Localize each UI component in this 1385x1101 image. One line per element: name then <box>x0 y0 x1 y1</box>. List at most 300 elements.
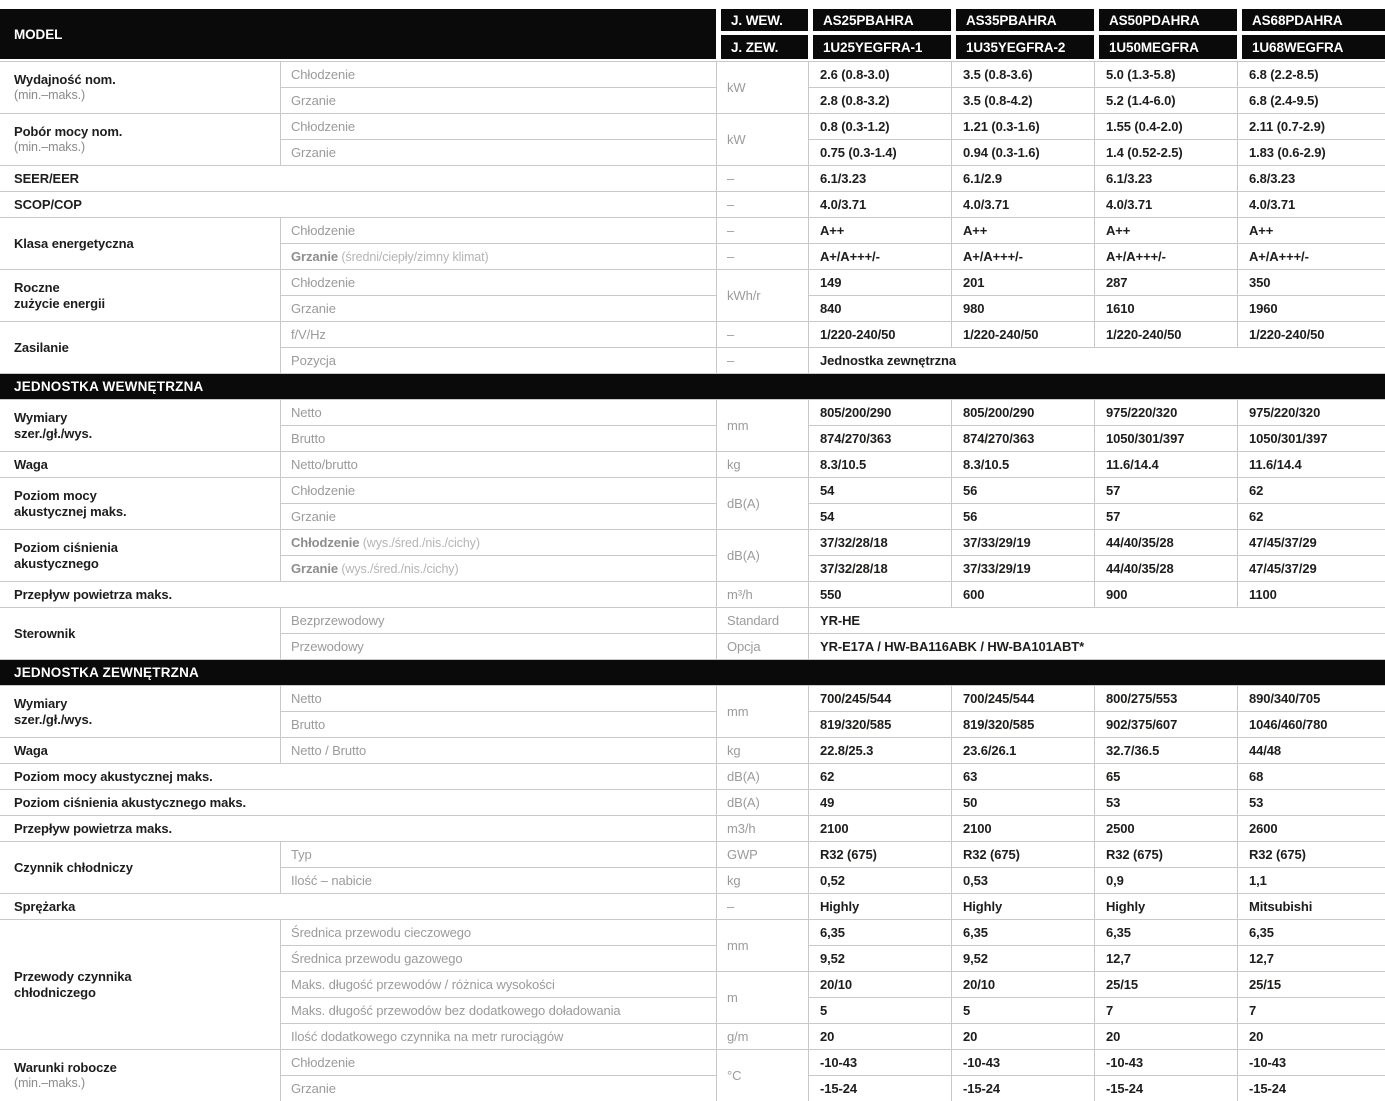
spec-value-cell: 350 <box>1237 269 1385 295</box>
spec-row <box>0 165 1385 191</box>
spec-value-cell: 3.5 (0.8-3.6) <box>951 61 1094 87</box>
spec-row-label-line: szer./gł./wys. <box>14 425 93 441</box>
spec-value-span-cell: YR-HE <box>808 607 1385 633</box>
spec-value-cell: 0.8 (0.3-1.2) <box>808 113 951 139</box>
spec-value-cell: 9,52 <box>951 945 1094 971</box>
spec-value-cell: A++ <box>1237 217 1385 243</box>
spec-value-cell: 20 <box>1094 1023 1237 1049</box>
spec-value-cell: 37/33/29/19 <box>951 529 1094 555</box>
spec-row-label <box>0 399 280 451</box>
spec-unit-cell: Standard <box>716 607 808 633</box>
spec-row <box>0 61 1385 87</box>
spec-value-span-cell: Jednostka zewnętrzna <box>808 347 1385 373</box>
outdoor-model-name: 1U25YEGFRA-1 <box>808 33 951 61</box>
spec-value-cell: 2600 <box>1237 815 1385 841</box>
spec-unit-cell: °C <box>716 1049 808 1101</box>
spec-unit-cell: kg <box>716 867 808 893</box>
spec-value-cell: 8.3/10.5 <box>951 451 1094 477</box>
section-band-row <box>0 659 1385 685</box>
spec-param-text: Średnica przewodu cieczowego <box>291 925 472 940</box>
spec-value-cell: 12,7 <box>1094 945 1237 971</box>
spec-unit-cell: dB(A) <box>716 529 808 581</box>
spec-value-cell: R32 (675) <box>1094 841 1237 867</box>
spec-value-cell: 56 <box>951 503 1094 529</box>
spec-value-cell: 20/10 <box>951 971 1094 997</box>
spec-param-label <box>280 61 716 87</box>
spec-value-cell: 47/45/37/29 <box>1237 555 1385 581</box>
spec-param-label <box>280 633 716 659</box>
spec-value-cell: 0,9 <box>1094 867 1237 893</box>
spec-value-cell: 22.8/25.3 <box>808 737 951 763</box>
spec-value-cell: 700/245/544 <box>808 685 951 711</box>
spec-value-cell: 1/220-240/50 <box>951 321 1094 347</box>
spec-value-cell: 20/10 <box>808 971 951 997</box>
spec-param-text: Typ <box>291 847 312 862</box>
spec-row-label-line: Poziom mocy akustycznej maks. <box>14 768 213 784</box>
spec-param-label <box>280 139 716 165</box>
spec-value-cell: 11.6/14.4 <box>1094 451 1237 477</box>
spec-value-cell: Highly <box>1094 893 1237 919</box>
spec-param-text: Chłodzenie <box>291 119 356 134</box>
spec-param-label <box>280 945 716 971</box>
spec-param-note: (wys./śred./nis./cichy) <box>359 536 480 550</box>
spec-value-cell: 975/220/320 <box>1094 399 1237 425</box>
spec-value-cell: 0.75 (0.3-1.4) <box>808 139 951 165</box>
spec-param-text: Chłodzenie <box>291 1055 356 1070</box>
spec-unit-cell: m3/h <box>716 815 808 841</box>
spec-value-cell: 47/45/37/29 <box>1237 529 1385 555</box>
spec-value-cell: 2.8 (0.8-3.2) <box>808 87 951 113</box>
spec-value-cell: 37/32/28/18 <box>808 529 951 555</box>
spec-param-text: Grzanie <box>291 1081 336 1096</box>
spec-row <box>0 841 1385 867</box>
spec-value-cell: 6,35 <box>951 919 1094 945</box>
spec-value-cell: 201 <box>951 269 1094 295</box>
spec-row-label <box>0 165 716 191</box>
spec-unit-cell: kg <box>716 737 808 763</box>
spec-unit-cell: Opcja <box>716 633 808 659</box>
spec-param-label <box>280 399 716 425</box>
spec-row-label-line: Poziom ciśnienia <box>14 540 118 556</box>
spec-value-cell: R32 (675) <box>808 841 951 867</box>
spec-value-cell: 6.8/3.23 <box>1237 165 1385 191</box>
spec-value-cell: 6,35 <box>808 919 951 945</box>
spec-value-cell: 700/245/544 <box>951 685 1094 711</box>
spec-row-label-line: Poziom mocy <box>14 488 97 504</box>
model-header-label: MODEL <box>0 9 716 61</box>
spec-row-label-line: SEER/EER <box>14 170 79 186</box>
spec-param-text: Bezprzewodowy <box>291 613 385 628</box>
spec-row-label-line: Przepływ powietrza maks. <box>14 586 172 602</box>
spec-row-label-line: Sprężarka <box>14 898 76 914</box>
spec-value-cell: 6.1/2.9 <box>951 165 1094 191</box>
spec-value-cell: 37/32/28/18 <box>808 555 951 581</box>
spec-param-text: Chłodzenie <box>291 483 356 498</box>
spec-row <box>0 477 1385 503</box>
section-band-row <box>0 373 1385 399</box>
spec-unit-cell: GWP <box>716 841 808 867</box>
spec-unit-cell: kW <box>716 61 808 113</box>
spec-param-label <box>280 1023 716 1049</box>
spec-value-cell: -10-43 <box>1237 1049 1385 1075</box>
section-band-label: JEDNOSTKA WEWNĘTRZNA <box>0 373 1385 399</box>
spec-value-cell: -10-43 <box>808 1049 951 1075</box>
spec-param-label <box>280 113 716 139</box>
spec-row-label <box>0 61 280 113</box>
spec-value-cell: 53 <box>1237 789 1385 815</box>
spec-param-label <box>280 269 716 295</box>
spec-param-label <box>280 1049 716 1075</box>
spec-row <box>0 113 1385 139</box>
spec-value-cell: A+/A+++/- <box>951 243 1094 269</box>
spec-param-label <box>280 425 716 451</box>
spec-row-label-line: akustycznego <box>14 555 99 571</box>
spec-value-cell: 805/200/290 <box>808 399 951 425</box>
spec-value-cell: 6,35 <box>1094 919 1237 945</box>
spec-value-cell: A++ <box>1094 217 1237 243</box>
spec-row-label-note: (min.–maks.) <box>14 1075 86 1090</box>
spec-param-label <box>280 841 716 867</box>
spec-value-cell: 4.0/3.71 <box>808 191 951 217</box>
spec-unit-cell: mm <box>716 685 808 737</box>
spec-value-cell: 1050/301/397 <box>1237 425 1385 451</box>
spec-table <box>0 9 1385 1101</box>
spec-value-cell: 805/200/290 <box>951 399 1094 425</box>
spec-value-cell: 1/220-240/50 <box>808 321 951 347</box>
spec-row-label-line: Zasilanie <box>14 339 69 355</box>
spec-value-cell: 44/48 <box>1237 737 1385 763</box>
spec-param-text: Chłodzenie <box>291 275 356 290</box>
spec-row-label-line: Wymiary <box>14 696 68 712</box>
spec-param-label <box>280 503 716 529</box>
spec-value-cell: 2.6 (0.8-3.0) <box>808 61 951 87</box>
spec-value-cell: 68 <box>1237 763 1385 789</box>
spec-row <box>0 789 1385 815</box>
spec-row <box>0 685 1385 711</box>
spec-row <box>0 1049 1385 1075</box>
spec-param-text: Grzanie <box>291 509 336 524</box>
spec-param-text: Maks. długość przewodów bez dodatkowego doładowania <box>291 1003 621 1018</box>
spec-value-cell: 6.8 (2.2-8.5) <box>1237 61 1385 87</box>
spec-value-cell: 5.0 (1.3-5.8) <box>1094 61 1237 87</box>
spec-param-text: Chłodzenie <box>291 535 360 550</box>
spec-value-cell: 56 <box>951 477 1094 503</box>
spec-row-label-line: Wydajność nom. <box>14 72 116 88</box>
spec-param-label <box>280 971 716 997</box>
spec-param-text: Ilość dodatkowego czynnika na metr rurociągów <box>291 1029 564 1044</box>
spec-param-text: Grzanie <box>291 249 338 264</box>
outdoor-model-name: 1U50MEGFRA <box>1094 33 1237 61</box>
spec-value-cell: A++ <box>951 217 1094 243</box>
spec-value-cell: A+/A+++/- <box>1237 243 1385 269</box>
spec-param-label <box>280 711 716 737</box>
spec-value-cell: 54 <box>808 477 951 503</box>
spec-value-cell: -15-24 <box>1237 1075 1385 1101</box>
spec-unit-cell: – <box>716 347 808 373</box>
spec-unit-cell: kWh/r <box>716 269 808 321</box>
spec-row <box>0 815 1385 841</box>
spec-value-cell: 20 <box>1237 1023 1385 1049</box>
spec-row <box>0 269 1385 295</box>
spec-value-cell: 819/320/585 <box>808 711 951 737</box>
spec-param-label <box>280 555 716 581</box>
spec-row-label-line: Waga <box>14 456 48 472</box>
spec-unit-cell: m³/h <box>716 581 808 607</box>
spec-param-label <box>280 1075 716 1101</box>
spec-row-label-line: Pobór mocy nom. <box>14 124 123 140</box>
spec-value-cell: 890/340/705 <box>1237 685 1385 711</box>
spec-param-text: Brutto <box>291 431 326 446</box>
spec-value-cell: 9,52 <box>808 945 951 971</box>
indoor-model-name: AS25PBAHRA <box>808 9 951 33</box>
spec-unit-cell: – <box>716 165 808 191</box>
spec-value-cell: 874/270/363 <box>808 425 951 451</box>
spec-value-cell: 25/15 <box>1094 971 1237 997</box>
spec-param-label <box>280 87 716 113</box>
spec-value-cell: 53 <box>1094 789 1237 815</box>
spec-param-label <box>280 451 716 477</box>
spec-row-label <box>0 919 280 1049</box>
spec-param-text: Chłodzenie <box>291 67 356 82</box>
spec-value-cell: 62 <box>808 763 951 789</box>
spec-value-cell: 1.21 (0.3-1.6) <box>951 113 1094 139</box>
spec-row <box>0 529 1385 555</box>
spec-param-label <box>280 867 716 893</box>
spec-value-cell: 980 <box>951 295 1094 321</box>
spec-row-label-line: Sterownik <box>14 625 76 641</box>
spec-value-cell: 50 <box>951 789 1094 815</box>
outdoor-model-name: 1U35YEGFRA-2 <box>951 33 1094 61</box>
spec-unit-cell: – <box>716 243 808 269</box>
spec-value-cell: 1610 <box>1094 295 1237 321</box>
spec-unit-cell: – <box>716 191 808 217</box>
spec-row <box>0 581 1385 607</box>
spec-value-cell: 1,1 <box>1237 867 1385 893</box>
spec-row-label <box>0 607 280 659</box>
spec-value-cell: 57 <box>1094 477 1237 503</box>
spec-value-cell: 5.2 (1.4-6.0) <box>1094 87 1237 113</box>
spec-unit-cell: kW <box>716 113 808 165</box>
spec-row <box>0 399 1385 425</box>
spec-value-cell: 54 <box>808 503 951 529</box>
spec-value-cell: 49 <box>808 789 951 815</box>
spec-value-cell: 20 <box>808 1023 951 1049</box>
spec-row-label-line: Poziom ciśnienia akustycznego maks. <box>14 794 247 810</box>
spec-param-label <box>280 217 716 243</box>
spec-param-label <box>280 737 716 763</box>
spec-param-text: Grzanie <box>291 145 336 160</box>
spec-row-label-line: Roczne <box>14 280 60 296</box>
spec-value-cell: -10-43 <box>951 1049 1094 1075</box>
spec-param-label <box>280 295 716 321</box>
indoor-model-name: AS50PDAHRA <box>1094 9 1237 33</box>
spec-row-label <box>0 815 716 841</box>
outdoor-model-name: 1U68WEGFRA <box>1237 33 1385 61</box>
spec-param-label <box>280 321 716 347</box>
spec-value-cell: 840 <box>808 295 951 321</box>
spec-value-cell: 44/40/35/28 <box>1094 529 1237 555</box>
spec-param-label <box>280 997 716 1023</box>
spec-row-label-line: SCOP/COP <box>14 196 82 212</box>
spec-row-label-line: Warunki robocze <box>14 1060 117 1076</box>
spec-value-cell: 6.1/3.23 <box>1094 165 1237 191</box>
spec-value-cell: 5 <box>808 997 951 1023</box>
spec-value-cell: R32 (675) <box>1237 841 1385 867</box>
spec-unit-cell: mm <box>716 919 808 971</box>
model-header-row <box>0 9 1385 61</box>
spec-param-text: Przewodowy <box>291 639 364 654</box>
spec-row-label <box>0 529 280 581</box>
spec-row-label-line: szer./gł./wys. <box>14 711 93 727</box>
indoor-model-name: AS35PBAHRA <box>951 9 1094 33</box>
spec-value-cell: 1.55 (0.4-2.0) <box>1094 113 1237 139</box>
spec-param-note: (średni/ciepły/zimny klimat) <box>337 250 489 264</box>
spec-value-cell: 57 <box>1094 503 1237 529</box>
spec-value-cell: Highly <box>951 893 1094 919</box>
spec-value-cell: A++ <box>808 217 951 243</box>
spec-row <box>0 607 1385 633</box>
spec-param-text: Netto <box>291 691 322 706</box>
spec-row-label <box>0 191 716 217</box>
spec-unit-cell: kg <box>716 451 808 477</box>
spec-unit-cell: mm <box>716 399 808 451</box>
spec-param-text: Netto / Brutto <box>291 743 367 758</box>
spec-value-cell: 20 <box>951 1023 1094 1049</box>
spec-row <box>0 191 1385 217</box>
spec-value-cell: 1100 <box>1237 581 1385 607</box>
spec-value-cell: Highly <box>808 893 951 919</box>
spec-value-cell: 149 <box>808 269 951 295</box>
spec-value-cell: 62 <box>1237 503 1385 529</box>
spec-value-cell: 4.0/3.71 <box>1094 191 1237 217</box>
spec-row-label-note: (min.–maks.) <box>14 139 86 154</box>
spec-value-cell: 11.6/14.4 <box>1237 451 1385 477</box>
spec-unit-cell: – <box>716 217 808 243</box>
spec-value-cell: 819/320/585 <box>951 711 1094 737</box>
spec-row-label <box>0 269 280 321</box>
spec-value-cell: 4.0/3.71 <box>951 191 1094 217</box>
spec-row-label-line: chłodniczego <box>14 984 96 1000</box>
spec-value-cell: 900 <box>1094 581 1237 607</box>
spec-value-cell: 874/270/363 <box>951 425 1094 451</box>
spec-row-label-line: Waga <box>14 742 48 758</box>
spec-value-cell: 0,53 <box>951 867 1094 893</box>
spec-value-cell: 287 <box>1094 269 1237 295</box>
section-band-label: JEDNOSTKA ZEWNĘTRZNA <box>0 659 1385 685</box>
spec-param-text: Chłodzenie <box>291 223 356 238</box>
spec-row-label-line: Przepływ powietrza maks. <box>14 820 172 836</box>
spec-value-cell: 23.6/26.1 <box>951 737 1094 763</box>
spec-row-label-line: Klasa energetyczna <box>14 235 134 251</box>
spec-param-text: Grzanie <box>291 301 336 316</box>
spec-value-cell: 12,7 <box>1237 945 1385 971</box>
spec-value-cell: 63 <box>951 763 1094 789</box>
spec-value-cell: 7 <box>1237 997 1385 1023</box>
spec-value-cell: 32.7/36.5 <box>1094 737 1237 763</box>
spec-param-label <box>280 607 716 633</box>
spec-value-cell: 902/375/607 <box>1094 711 1237 737</box>
spec-row-label-line: Wymiary <box>14 410 68 426</box>
spec-table-body <box>0 61 1385 1101</box>
spec-value-cell: 1046/460/780 <box>1237 711 1385 737</box>
outdoor-unit-row-label: J. ZEW. <box>716 33 808 61</box>
spec-param-text: Pozycja <box>291 353 336 368</box>
spec-value-cell: 2.11 (0.7-2.9) <box>1237 113 1385 139</box>
spec-unit-cell: – <box>716 893 808 919</box>
spec-param-label <box>280 477 716 503</box>
spec-value-cell: 6.8 (2.4-9.5) <box>1237 87 1385 113</box>
spec-param-text: Maks. długość przewodów / różnica wysokości <box>291 977 555 992</box>
spec-unit-cell: dB(A) <box>716 789 808 815</box>
spec-row <box>0 737 1385 763</box>
spec-value-cell: -15-24 <box>1094 1075 1237 1101</box>
spec-param-label <box>280 685 716 711</box>
spec-row <box>0 763 1385 789</box>
spec-param-text: Brutto <box>291 717 326 732</box>
spec-row-label <box>0 841 280 893</box>
spec-param-text: Grzanie <box>291 93 336 108</box>
spec-value-cell: 37/33/29/19 <box>951 555 1094 581</box>
spec-value-cell: 62 <box>1237 477 1385 503</box>
spec-row-label-line: akustycznej maks. <box>14 503 127 519</box>
spec-value-cell: 65 <box>1094 763 1237 789</box>
spec-value-cell: -10-43 <box>1094 1049 1237 1075</box>
spec-row-label <box>0 477 280 529</box>
spec-value-cell: 1/220-240/50 <box>1237 321 1385 347</box>
spec-value-cell: 25/15 <box>1237 971 1385 997</box>
spec-value-cell: Mitsubishi <box>1237 893 1385 919</box>
spec-param-label <box>280 243 716 269</box>
spec-value-cell: 1960 <box>1237 295 1385 321</box>
spec-param-text: Średnica przewodu gazowego <box>291 951 463 966</box>
spec-unit-cell: dB(A) <box>716 477 808 529</box>
spec-value-cell: 7 <box>1094 997 1237 1023</box>
spec-row <box>0 451 1385 477</box>
spec-param-note: (wys./śred./nis./cichy) <box>337 562 459 576</box>
spec-row-label <box>0 113 280 165</box>
spec-value-cell: 3.5 (0.8-4.2) <box>951 87 1094 113</box>
spec-row <box>0 919 1385 945</box>
spec-row <box>0 321 1385 347</box>
spec-param-text: f/V/Hz <box>291 327 326 342</box>
spec-param-label <box>280 347 716 373</box>
spec-row-label <box>0 217 280 269</box>
spec-row-label <box>0 685 280 737</box>
spec-param-label <box>280 529 716 555</box>
spec-value-cell: 975/220/320 <box>1237 399 1385 425</box>
spec-value-cell: 0,52 <box>808 867 951 893</box>
spec-row-label-line: Przewody czynnika <box>14 969 132 985</box>
spec-value-cell: A+/A+++/- <box>808 243 951 269</box>
spec-value-cell: 1/220-240/50 <box>1094 321 1237 347</box>
spec-row <box>0 217 1385 243</box>
spec-value-cell: 800/275/553 <box>1094 685 1237 711</box>
spec-param-text: Grzanie <box>291 561 338 576</box>
spec-value-cell: 550 <box>808 581 951 607</box>
spec-value-cell: 1.4 (0.52-2.5) <box>1094 139 1237 165</box>
spec-value-cell: 4.0/3.71 <box>1237 191 1385 217</box>
spec-value-cell: 5 <box>951 997 1094 1023</box>
spec-row-label <box>0 1049 280 1101</box>
spec-value-cell: 6,35 <box>1237 919 1385 945</box>
spec-unit-cell: m <box>716 971 808 1023</box>
spec-param-text: Netto/brutto <box>291 457 358 472</box>
spec-param-text: Netto <box>291 405 322 420</box>
spec-row-label <box>0 763 716 789</box>
spec-unit-cell: – <box>716 321 808 347</box>
spec-row <box>0 893 1385 919</box>
indoor-model-name: AS68PDAHRA <box>1237 9 1385 33</box>
